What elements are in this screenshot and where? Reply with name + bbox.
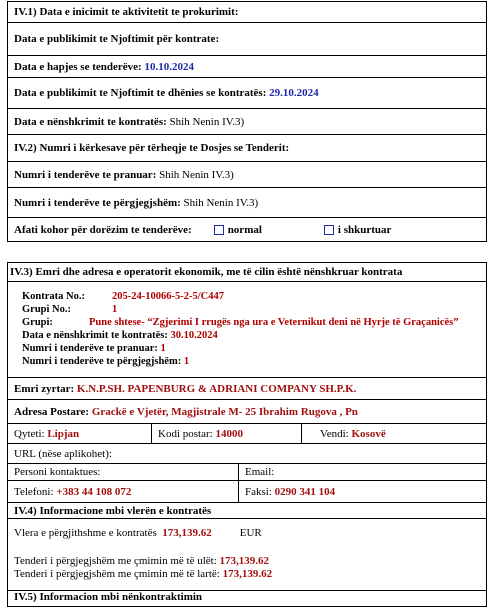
fax-cell: Faksi: 0290 341 104	[238, 481, 486, 502]
section-iv1-title: IV.1) Data e inicimit te aktivitetit te prokurimit:	[14, 6, 239, 18]
official-name-value: K.N.P.SH. PAPENBURG & ADRIANI COMPANY SH.P.K.	[76, 382, 357, 395]
lowest-price: Tenderi i përgjegjshëm me çmimin më të ulët: 173,139.62	[14, 555, 270, 567]
opening-date-row: Data e hapjes se tenderëve: 10.10.2024	[8, 55, 486, 77]
postal-address-row: Adresa Postare: Grackë e Vjetër, Magjistrale M- 25 Ibrahim Rugova , Pn	[8, 399, 486, 423]
received-count: Numri i tenderëve te pranuar: 1	[22, 343, 166, 354]
shortened-checkbox[interactable]	[324, 225, 334, 235]
phone-cell: Telefoni: +383 44 108 072	[14, 485, 132, 498]
official-name-row: Emri zyrtar: K.N.P.SH. PAPENBURG & ADRIANI COMPANY SH.P.K.	[8, 377, 486, 399]
opening-date-value: 10.10.2024	[144, 60, 194, 73]
contract-details-block	[8, 281, 486, 377]
email-cell: Email:	[238, 464, 486, 480]
group-name: Grupi: Pune shtese- “Zgjerimi I rrugës nga ura e Veternikut deni në Hyrje të Graçanicës”	[22, 317, 459, 328]
responsive-count: Numri i tenderëve te përgjegjshëm: 1	[22, 356, 190, 367]
contract-sign-row: Data e nënshkrimit te kontratës: Shih Nenin IV.3)	[8, 108, 486, 134]
normal-checkbox[interactable]	[214, 225, 224, 235]
total-value: Vlera e përgjithshme e kontratës 173,139.62 EUR	[14, 527, 262, 539]
dates-box	[7, 1, 487, 242]
url-row: URL (nëse aplikohet):	[8, 443, 486, 463]
notice-publication-row: Data e publikimit te Njoftimit për kontrate:	[8, 22, 486, 55]
city-row	[8, 423, 486, 443]
section-iv2-title: IV.2) Numri i kërkesave për tërheqje te Dosjes se Tenderit:	[8, 134, 486, 161]
operator-box	[7, 262, 487, 607]
contact-person-cell: Personi kontaktues:	[14, 466, 101, 478]
group-no: Grupi No.: 1	[22, 304, 118, 315]
highest-price: Tenderi i përgjegjshëm me çmimin më të lartë: 173,139.62	[14, 568, 273, 580]
award-notice-row: Data e publikimit te Njoftimit te dhënies se kontratës: 29.10.2024	[8, 77, 486, 108]
city-cell: Qyteti: Lipjan	[14, 427, 80, 440]
responsive-tenders-row: Numri i tenderëve te përgjegjshëm: Shih Nenin IV.3)	[8, 187, 486, 217]
received-tenders-row: Numri i tenderëve te pranuar: Shih Nenin IV.3)	[8, 161, 486, 187]
deadline-row: Afati kohor për dorëzim te tenderëve: normal i shkurtuar	[8, 217, 486, 242]
value-block	[8, 518, 486, 588]
section-iv4-title: IV.4) Informacione mbi vlerën e kontratës	[8, 502, 486, 518]
contract-no: Kontrata No.: 205-24-10066-5-2-5/C447	[22, 291, 224, 302]
sign-date-value: Shih Nenin IV.3)	[169, 115, 245, 128]
award-date-value: 29.10.2024	[269, 87, 319, 99]
section-iv3-title: IV.3) Emri dhe adresa e operatorit ekonomik, me të cilin është nënshkruar kontrata	[10, 266, 403, 278]
contact-row	[8, 463, 486, 480]
signing-date: Data e nënshkrimit te kontratës: 30.10.2024	[22, 330, 218, 341]
postal-address-value: Grackë e Vjetër, Magjistrale M- 25 Ibrahim Rugova , Pn	[91, 405, 358, 418]
postal-code-cell: Kodi postar: 14000	[151, 424, 301, 443]
country-cell: Vendi: Kosovë	[301, 424, 486, 443]
phone-row	[8, 480, 486, 502]
section-iv5-title: IV.5) Informacion mbi nënkontraktimin	[8, 590, 486, 606]
